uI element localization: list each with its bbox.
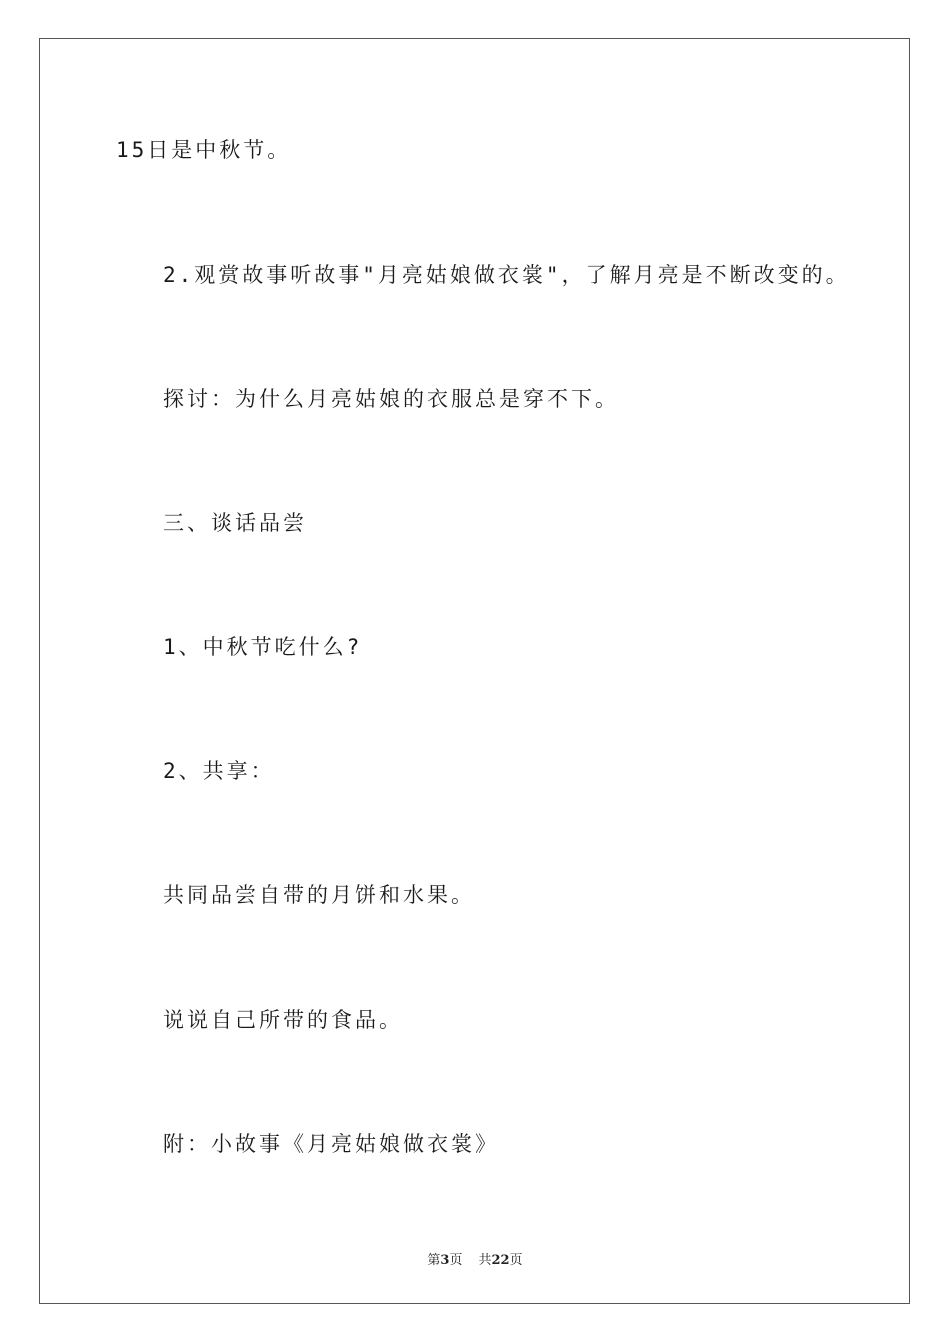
text-line-5: 1、中秋节吃什么? bbox=[163, 635, 363, 659]
text-line-6: 2、共享： bbox=[163, 759, 275, 783]
text-line-8: 说说自己所带的食品。 bbox=[163, 1008, 403, 1032]
text-line-1: 15日是中秋节。 bbox=[116, 138, 292, 162]
page-suffix: 页 bbox=[449, 1253, 463, 1268]
text-line-3: 探讨：为什么月亮姑娘的衣服总是穿不下。 bbox=[163, 387, 619, 411]
page-footer bbox=[0, 1249, 950, 1268]
total-suffix: 页 bbox=[509, 1253, 523, 1268]
total-prefix: 共 bbox=[478, 1253, 492, 1268]
text-line-2: 2.观赏故事听故事"月亮姑娘做衣裳"，了解月亮是不断改变的。 bbox=[163, 263, 850, 287]
text-line-7: 共同品尝自带的月饼和水果。 bbox=[163, 883, 475, 907]
text-line-9: 附：小故事《月亮姑娘做衣裳》 bbox=[163, 1132, 499, 1156]
section-heading: 三、谈话品尝 bbox=[163, 511, 307, 535]
page-number: 3 bbox=[440, 1253, 450, 1268]
total-pages: 22 bbox=[491, 1253, 510, 1268]
page-prefix: 第 bbox=[427, 1253, 441, 1268]
page-border bbox=[39, 38, 910, 1304]
